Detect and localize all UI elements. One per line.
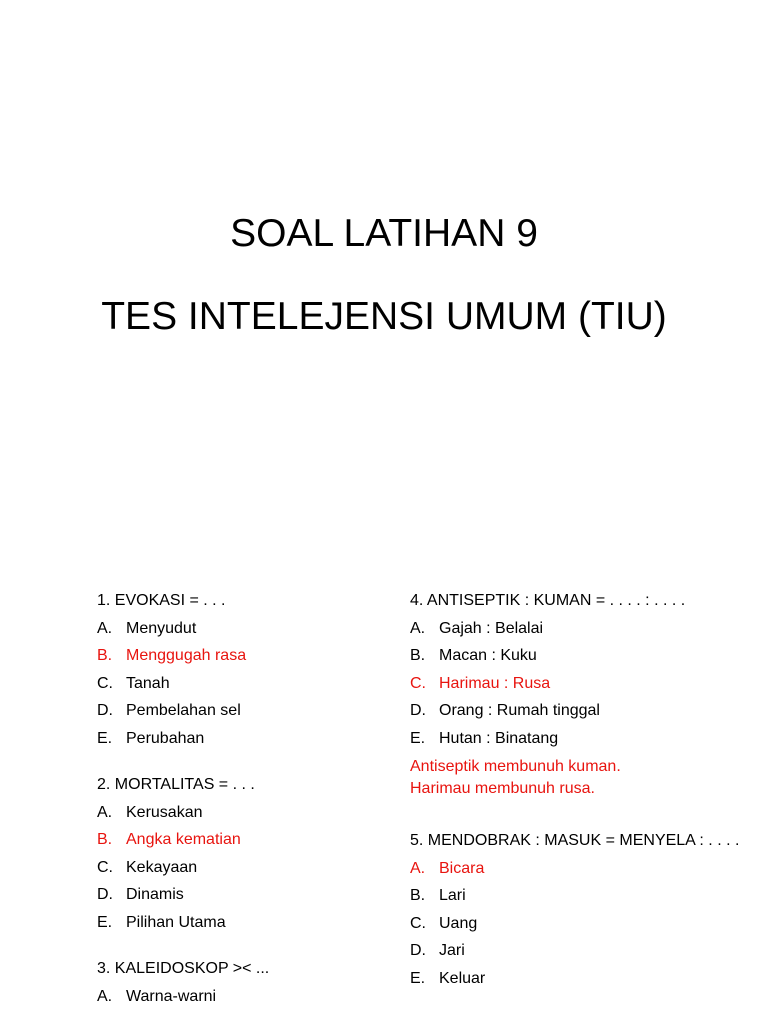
option-letter: E. xyxy=(410,969,426,987)
option-letter: A. xyxy=(97,987,113,1005)
option-letter: D. xyxy=(97,886,113,903)
left-column xyxy=(97,587,387,1010)
option-letter: B. xyxy=(97,647,113,664)
option-text: Menyudut xyxy=(126,619,197,637)
option-letter: B. xyxy=(410,887,426,904)
q5-option-a-answer xyxy=(410,855,740,883)
q4-option-e xyxy=(410,725,740,753)
question-2: 2. MORTALITAS = . . . xyxy=(97,776,255,793)
option-letter: A. xyxy=(97,619,113,637)
option-letter: C. xyxy=(410,674,426,692)
option-letter: E. xyxy=(97,913,113,931)
explanation-line: Harimau membunuh rusa. xyxy=(410,780,595,797)
option-letter: D. xyxy=(410,942,426,959)
option-text: Gajah : Belalai xyxy=(439,619,544,637)
option-letter: A. xyxy=(410,859,426,877)
option-text: Menggugah rasa xyxy=(126,647,247,664)
q4-option-b xyxy=(410,642,740,670)
option-letter: A. xyxy=(97,803,113,821)
option-letter: C. xyxy=(97,858,113,876)
option-text: Angka kematian xyxy=(126,831,241,848)
q3-option-a xyxy=(97,983,387,1011)
option-text: Kerusakan xyxy=(126,803,203,821)
option-text: Warna-warni xyxy=(126,987,217,1005)
option-letter: B. xyxy=(97,831,113,848)
question-4: 4. ANTISEPTIK : KUMAN = . . . . : . . . . xyxy=(410,592,686,609)
option-text: Jari xyxy=(439,942,465,959)
question-5: 5. MENDOBRAK : MASUK = MENYELA : . . . . xyxy=(410,832,740,849)
q1-option-a xyxy=(97,615,387,643)
option-text: Kekayaan xyxy=(126,858,198,876)
right-column xyxy=(410,587,740,992)
q5-option-c xyxy=(410,910,740,938)
option-text: Keluar xyxy=(439,969,486,987)
q2-option-a xyxy=(97,799,387,827)
option-letter: D. xyxy=(97,702,113,719)
title-subtitle: TES INTELEJENSI UMUM (TIU) xyxy=(101,295,667,338)
explanation-line: Antiseptik membunuh kuman. xyxy=(410,758,621,775)
q4-option-c-answer xyxy=(410,670,740,698)
option-text: Orang : Rumah tinggal xyxy=(439,702,600,719)
option-text: Uang xyxy=(439,914,478,932)
option-letter: C. xyxy=(97,674,113,692)
option-text: Hutan : Binatang xyxy=(439,729,559,747)
spacer xyxy=(97,936,387,955)
option-text: Pilihan Utama xyxy=(126,913,226,931)
q5-option-d xyxy=(410,937,740,965)
q1-option-e xyxy=(97,725,387,753)
q5-option-e xyxy=(410,965,740,993)
option-text: Perubahan xyxy=(126,729,205,747)
q2-option-b-answer xyxy=(97,826,387,854)
q1-option-b-answer xyxy=(97,642,387,670)
q4-option-a xyxy=(410,615,740,643)
spacer xyxy=(410,800,740,827)
q5-option-b xyxy=(410,882,740,910)
question-1: 1. EVOKASI = . . . xyxy=(97,592,226,609)
option-letter: A. xyxy=(410,619,426,637)
option-letter: D. xyxy=(410,702,426,719)
title-main: SOAL LATIHAN 9 xyxy=(230,212,538,255)
option-text: Macan : Kuku xyxy=(439,647,537,664)
option-text: Dinamis xyxy=(126,886,184,903)
q2-option-d xyxy=(97,881,387,909)
q1-option-c xyxy=(97,670,387,698)
option-letter: B. xyxy=(410,647,426,664)
option-text: Lari xyxy=(439,887,466,904)
option-text: Tanah xyxy=(126,674,170,692)
option-letter: E. xyxy=(97,729,113,747)
question-3: 3. KALEIDOSKOP >< ... xyxy=(97,960,270,977)
q4-explanation xyxy=(410,756,740,800)
q4-option-d xyxy=(410,697,740,725)
option-text: Bicara xyxy=(439,859,485,877)
q2-option-e xyxy=(97,909,387,937)
q2-option-c xyxy=(97,854,387,882)
option-letter: E. xyxy=(410,729,426,747)
option-text: Pembelahan sel xyxy=(126,702,241,719)
q1-option-d xyxy=(97,697,387,725)
title-block xyxy=(0,204,768,336)
option-text: Harimau : Rusa xyxy=(439,674,551,692)
spacer xyxy=(97,752,387,771)
option-letter: C. xyxy=(410,914,426,932)
